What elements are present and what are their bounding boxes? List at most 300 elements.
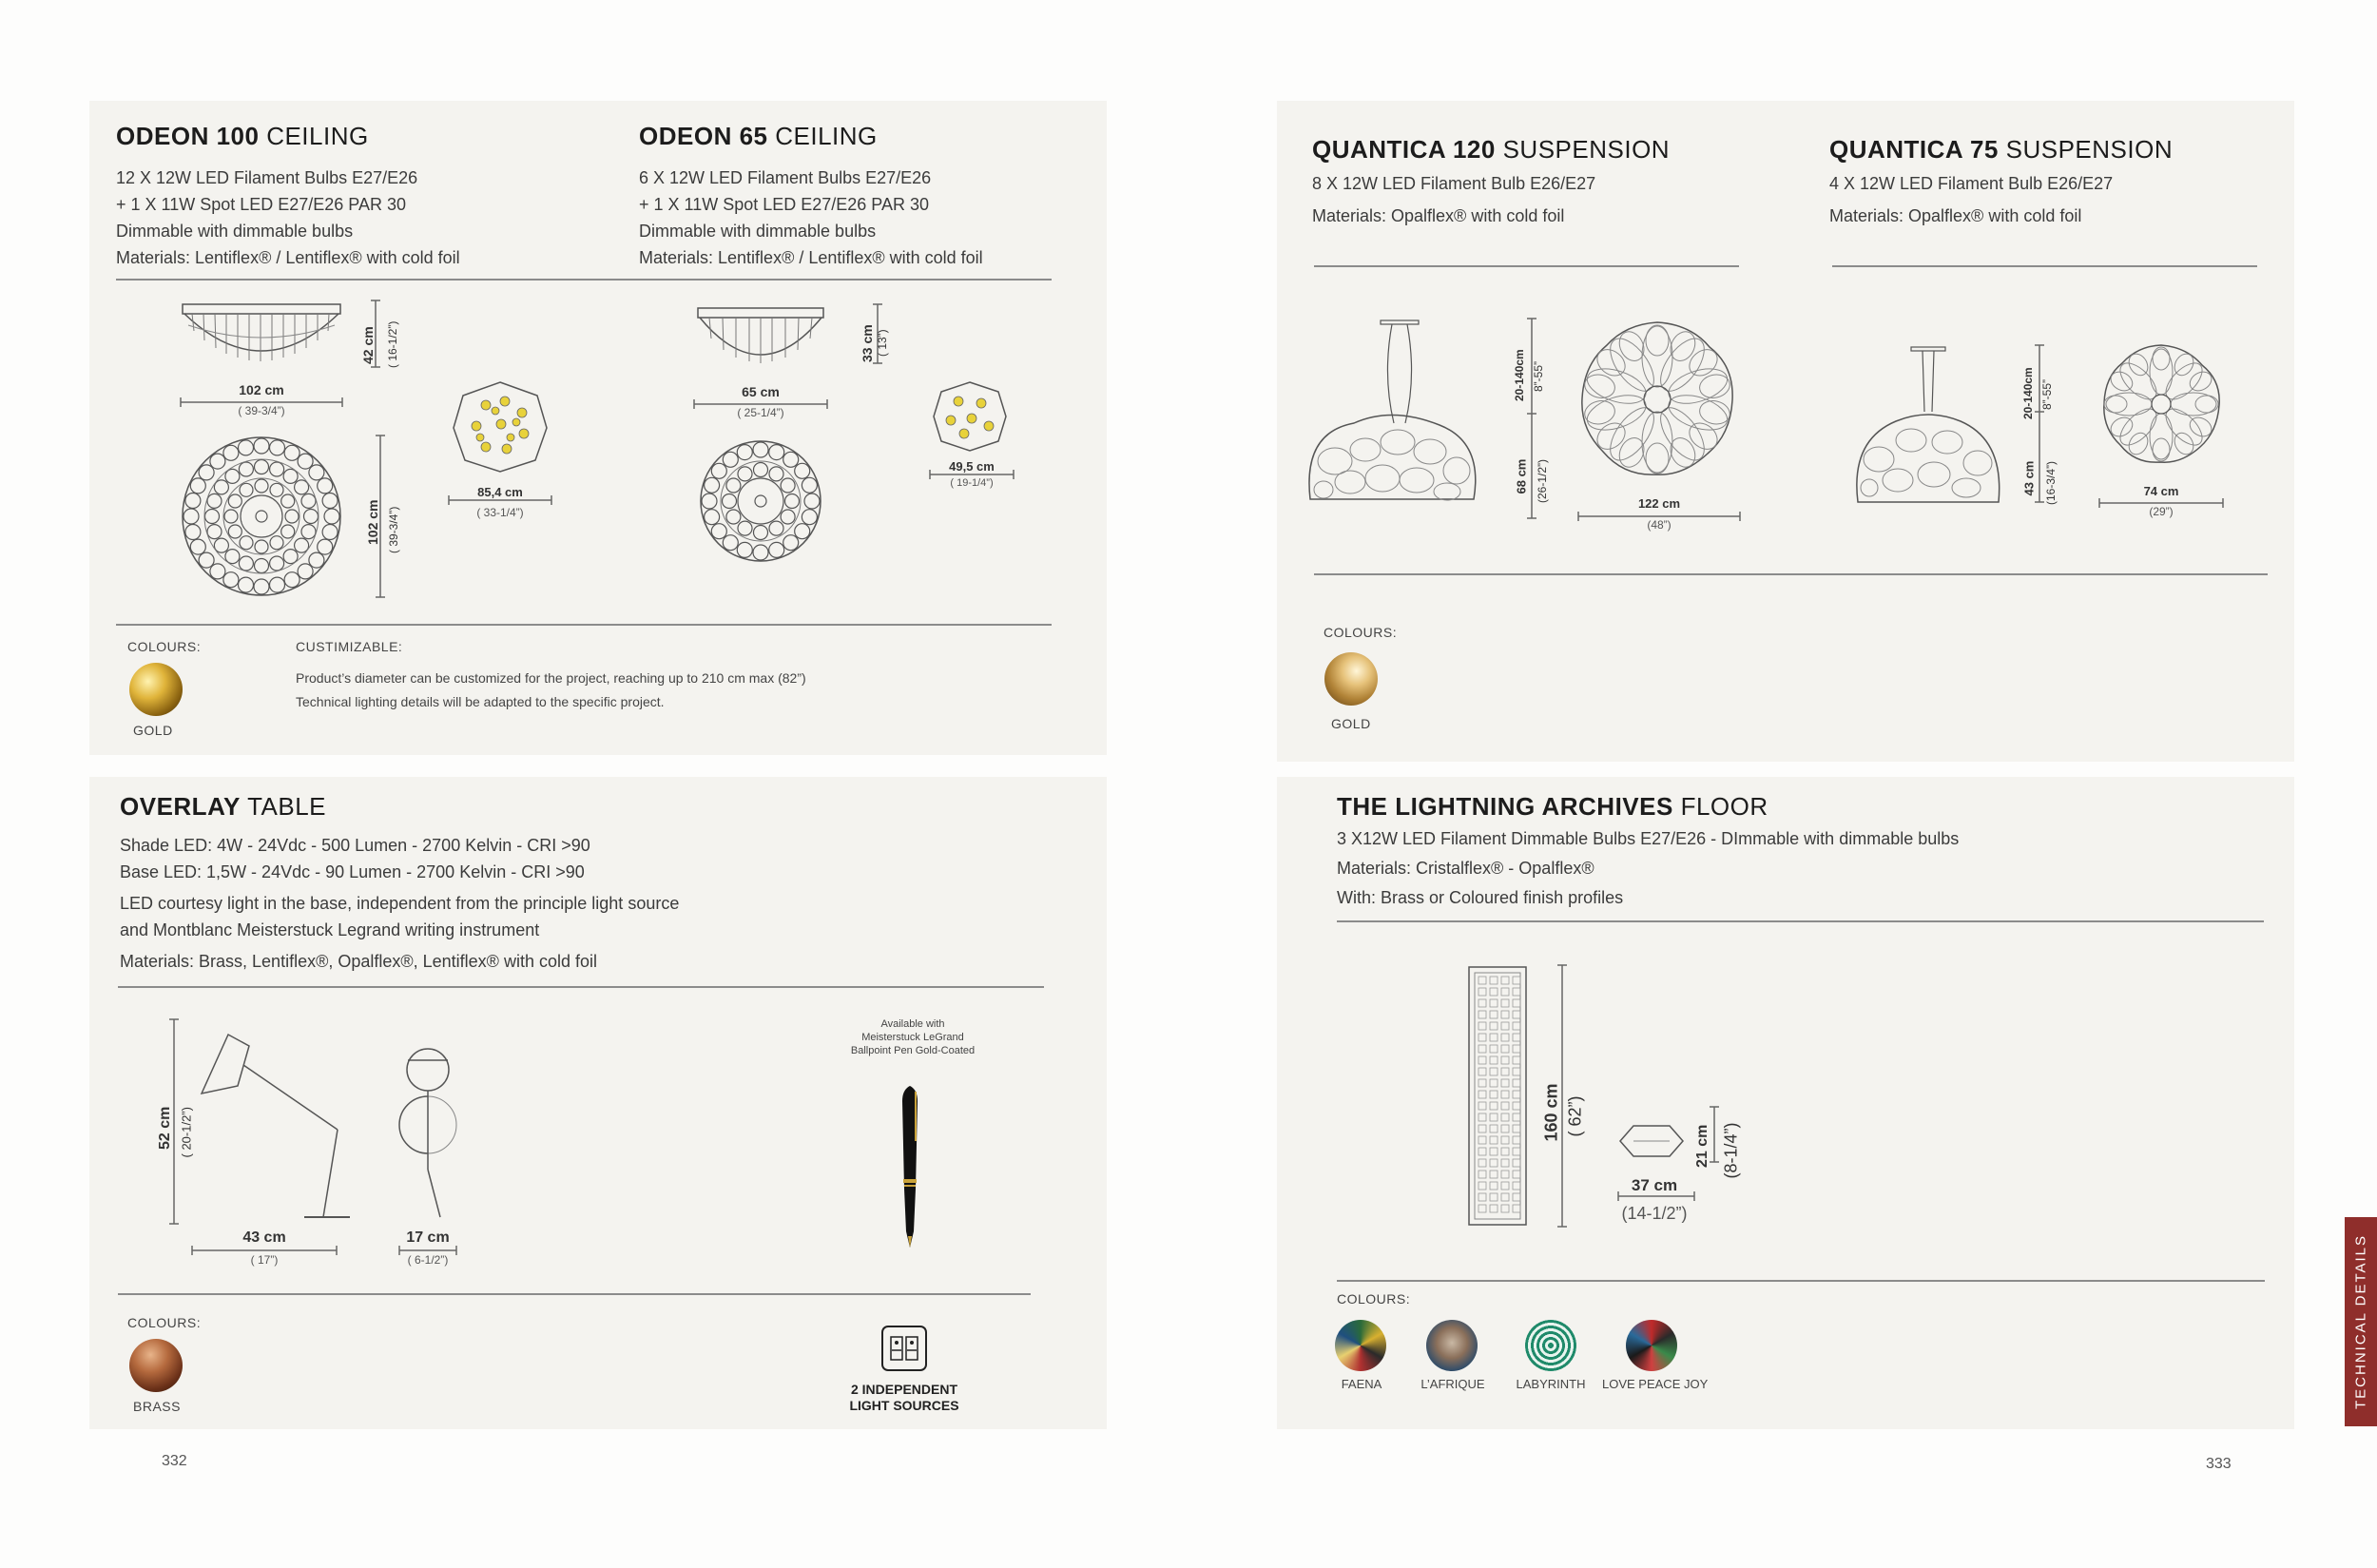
odeon-divider-top xyxy=(116,279,1052,281)
odeon100-dim-diam-in: ( 39-3/4”) xyxy=(387,506,400,553)
disc-element xyxy=(783,535,799,551)
disc-element xyxy=(239,462,253,476)
pattern-cell xyxy=(1501,1034,1509,1041)
pattern-cell xyxy=(1490,1193,1498,1201)
quantica75-spec-line: 4 X 12W LED Filament Bulb E26/E27 xyxy=(1829,174,2114,193)
odeon65-dim-width-in: ( 25-1/4”) xyxy=(737,406,784,419)
quantica-colours-label: COLOURS: xyxy=(1324,625,1398,640)
quantica-colour-name: GOLD xyxy=(1331,716,1371,731)
pattern-cell xyxy=(1490,1091,1498,1098)
petal-element xyxy=(1646,325,1669,356)
pattern-cell xyxy=(1490,1022,1498,1030)
disc-element xyxy=(281,494,295,508)
archives-dim-width: 37 cm xyxy=(1631,1176,1678,1194)
disc-element xyxy=(185,494,201,509)
archives-title xyxy=(1337,792,1768,822)
odeon65-specs xyxy=(639,165,983,271)
disc-element xyxy=(769,521,783,535)
odeon65-dim-height-in: ( 13”) xyxy=(876,329,889,357)
technical-details-tab[interactable] xyxy=(2345,1217,2377,1426)
overlay-divider-bottom xyxy=(118,1293,1031,1295)
disc-element xyxy=(295,480,309,494)
disc-element xyxy=(255,559,269,573)
petal-element xyxy=(2195,396,2218,413)
archives-title-rest: FLOOR xyxy=(1680,792,1768,821)
pattern-cell xyxy=(1513,1034,1520,1041)
archives-dim-small-in: (8-1/4”) xyxy=(1721,1122,1741,1179)
overlay-spec-line: LED courtesy light in the base, independent from the principle light source xyxy=(120,894,680,913)
odeon100-dim-plate: 85,4 cm xyxy=(477,485,523,499)
petal-element xyxy=(2115,403,2163,452)
disc-element xyxy=(298,454,313,469)
pattern-cell xyxy=(1490,999,1498,1007)
quantica120-dim-cable: 20-140cm xyxy=(1513,349,1526,401)
pattern-cell xyxy=(1501,1068,1509,1075)
pattern-cell xyxy=(1501,1113,1509,1121)
pattern-cell xyxy=(1478,1125,1486,1132)
disc-element xyxy=(224,510,238,523)
disc-element xyxy=(304,510,319,524)
pattern-cell xyxy=(1513,1182,1520,1190)
overlay-materials: Materials: Brass, Lentiflex®, Opalflex®, Lentiflex® with cold foil xyxy=(120,952,597,971)
quantica120-divider xyxy=(1314,265,1739,267)
quantica120-spec-line: 8 X 12W LED Filament Bulb E26/E27 xyxy=(1312,174,1596,193)
disc-element xyxy=(210,564,225,579)
petal-element xyxy=(1602,400,1663,468)
odeon65-spec-line: 6 X 12W LED Filament Bulbs E27/E26 xyxy=(639,168,932,187)
quantica75-dim-height: 43 cm xyxy=(2021,460,2037,496)
pattern-cell xyxy=(1513,1125,1520,1132)
pattern-cell xyxy=(1478,999,1486,1007)
odeon100-dim-height-in: ( 16-1/2”) xyxy=(386,320,399,368)
pattern-cell xyxy=(1513,1045,1520,1053)
disc-element xyxy=(298,564,313,579)
disc-element xyxy=(254,579,269,594)
pattern-cell xyxy=(1478,1068,1486,1075)
pattern-cell xyxy=(1478,1159,1486,1167)
odeon100-title xyxy=(116,122,369,151)
swatch-faena-label: FAENA xyxy=(1341,1377,1382,1391)
disc-element xyxy=(309,465,324,480)
light-sources-line: 2 INDEPENDENT xyxy=(850,1382,958,1397)
disc-element xyxy=(270,577,285,592)
pattern-cell xyxy=(1478,1136,1486,1144)
overlay-divider-top xyxy=(118,986,1044,988)
pattern-cell xyxy=(1478,1022,1486,1030)
odeon65-dim-plate: 49,5 cm xyxy=(949,459,995,474)
odeon100-spec-line: Materials: Lentiflex® / Lentiflex® with cold foil xyxy=(116,248,460,267)
archives-dim-small: 21 cm xyxy=(1694,1124,1710,1168)
disc-element xyxy=(223,445,239,460)
disc-element xyxy=(802,510,817,525)
pattern-cell xyxy=(1501,977,1509,984)
odeon100-spec-line: + 1 X 11W Spot LED E27/E26 PAR 30 xyxy=(116,195,407,214)
petal-element xyxy=(2153,438,2170,461)
petal-element xyxy=(1646,443,1669,474)
odeon65-title-bold: ODEON 65 xyxy=(639,122,768,150)
page-number-right: 333 xyxy=(2206,1456,2232,1472)
odeon-custom-line1: Product’s diameter can be customized for the project, reaching up to 210 cm max (82”) xyxy=(296,670,806,686)
disc-element xyxy=(255,460,269,474)
archives-spec-line: 3 X12W LED Filament Dimmable Bulbs E27/E26 - DImmable with dimmable bulbs xyxy=(1337,829,1960,848)
pattern-cell xyxy=(1513,988,1520,996)
disc-element xyxy=(781,478,795,493)
quantica75-dim-height-in: (16-3/4”) xyxy=(2044,460,2058,505)
odeon-custom-line2: Technical lighting details will be adapted to the specific project. xyxy=(296,694,665,709)
pattern-cell xyxy=(1513,1091,1520,1098)
disc-element xyxy=(281,525,295,538)
archives-base-drawing xyxy=(1618,1122,1685,1160)
pattern-cell xyxy=(1490,1079,1498,1087)
pattern-cell xyxy=(1513,1159,1520,1167)
disc-element xyxy=(225,469,240,483)
disc-element xyxy=(723,494,737,509)
pattern-cell xyxy=(1490,1045,1498,1053)
pattern-cell xyxy=(1490,1056,1498,1064)
quantica75-title-bold: QUANTICA 75 xyxy=(1829,135,1999,164)
overlay-spec-line: Shade LED: 4W - 24Vdc - 500 Lumen - 2700 Kelvin - CRI >90 xyxy=(120,836,590,855)
quantica120-dim-width: 122 cm xyxy=(1637,496,1681,511)
odeon65-spec-line: + 1 X 11W Spot LED E27/E26 PAR 30 xyxy=(639,195,930,214)
pattern-cell xyxy=(1513,999,1520,1007)
odeon100-dim-diam: 102 cm xyxy=(365,499,380,545)
disc-element xyxy=(737,445,752,460)
overlay-pen-note xyxy=(837,1017,989,1057)
disc-element xyxy=(255,479,268,493)
odeon100-dim-width: 102 cm xyxy=(239,382,284,397)
overlay-specs1 xyxy=(120,832,590,885)
disc-element xyxy=(270,462,284,476)
disc-element xyxy=(738,521,752,535)
pattern-cell xyxy=(1478,1056,1486,1064)
disc-element xyxy=(284,572,300,588)
disc-element xyxy=(190,539,205,554)
light-sources-line: LIGHT SOURCES xyxy=(849,1398,959,1413)
pattern-cell xyxy=(1501,1125,1509,1132)
light-sources-icon xyxy=(880,1325,928,1372)
archives-colours-label: COLOURS: xyxy=(1337,1291,1411,1307)
disc-element xyxy=(295,538,309,552)
pattern-cell xyxy=(1501,1171,1509,1178)
light-sources-label xyxy=(828,1382,980,1414)
pattern-cell xyxy=(1478,988,1486,996)
pattern-cell xyxy=(1478,1079,1486,1087)
disc-element xyxy=(705,510,720,525)
disc-element xyxy=(711,463,726,478)
overlay-pen-note-line: Ballpoint Pen Gold-Coated xyxy=(850,1045,976,1056)
odeon100-title-bold: ODEON 100 xyxy=(116,122,260,150)
odeon65-dim-plate-in: ( 19-1/4”) xyxy=(950,477,994,489)
overlay-brass-swatch[interactable] xyxy=(129,1339,183,1392)
disc-element xyxy=(270,483,283,496)
pattern-cell xyxy=(1501,999,1509,1007)
quantica120-title xyxy=(1312,135,1670,165)
pattern-cell xyxy=(1478,1034,1486,1041)
quantica75-specs xyxy=(1829,167,2113,232)
overlay-dim-width: 43 cm xyxy=(242,1229,286,1246)
overlay-dim-width-in: ( 17”) xyxy=(250,1253,279,1267)
overlay-dim-height: 52 cm xyxy=(157,1106,173,1150)
disc-element xyxy=(802,477,817,493)
pattern-cell xyxy=(1501,1102,1509,1110)
quantica75-top-drawing xyxy=(2099,342,2223,466)
pattern-cell xyxy=(1490,1159,1498,1167)
odeon-divider-bottom xyxy=(116,624,1052,626)
disc-element xyxy=(723,535,738,551)
quantica75-dim-width: 74 cm xyxy=(2143,484,2179,498)
odeon100-spec-line: 12 X 12W LED Filament Bulbs E27/E26 xyxy=(116,168,418,187)
pattern-cell xyxy=(1478,977,1486,984)
disc-element xyxy=(207,494,222,508)
pattern-cell xyxy=(1501,1136,1509,1144)
pattern-cell xyxy=(1490,1125,1498,1132)
pattern-cell xyxy=(1513,1113,1520,1121)
disc-element xyxy=(283,469,298,483)
pattern-cell xyxy=(1490,988,1498,996)
pattern-cell xyxy=(1501,1056,1509,1064)
swatch-faena[interactable] xyxy=(1335,1320,1386,1371)
disc-element xyxy=(318,539,333,554)
quantica75-title-rest: SUSPENSION xyxy=(2005,135,2174,164)
overlay-pen-note-line: Meisterstuck LeGrand xyxy=(861,1032,964,1043)
disc-element xyxy=(723,452,738,467)
swatch-lafrique[interactable] xyxy=(1426,1320,1478,1371)
disc-element xyxy=(769,542,784,557)
pattern-cell xyxy=(1478,1011,1486,1018)
odeon65-plate-drawing xyxy=(932,380,1008,453)
disc-element xyxy=(726,510,741,524)
pattern-cell xyxy=(1490,1171,1498,1178)
pattern-cell xyxy=(1501,1045,1509,1053)
disc-element xyxy=(726,478,741,493)
pattern-cell xyxy=(1501,1159,1509,1167)
technical-details-tab-label: TECHNICAL DETAILS xyxy=(2352,1233,2369,1410)
pattern-cell xyxy=(1513,1171,1520,1178)
disc-element xyxy=(254,438,269,454)
odeon100-dim-height: 42 cm xyxy=(360,326,376,364)
overlay-dim-depth: 17 cm xyxy=(406,1229,450,1246)
pattern-cell xyxy=(1490,1034,1498,1041)
quantica120-dim-width-in: (48”) xyxy=(1647,518,1672,532)
archives-dim-height-in: ( 62”) xyxy=(1565,1095,1585,1137)
pattern-cell xyxy=(1513,1205,1520,1212)
overlay-dim-height-in: ( 20-1/2”) xyxy=(179,1107,194,1158)
disc-element xyxy=(240,483,253,496)
overlay-title-rest: TABLE xyxy=(247,792,326,821)
disc-element xyxy=(228,494,242,508)
pattern-cell xyxy=(1478,1171,1486,1178)
disc-element xyxy=(301,494,316,508)
pattern-cell xyxy=(1490,1148,1498,1155)
disc-element xyxy=(795,463,810,478)
overlay-title-bold: OVERLAY xyxy=(120,792,241,821)
pattern-cell xyxy=(1490,1182,1498,1190)
disc-element xyxy=(205,510,220,524)
odeon100-spec-line: Dimmable with dimmable bulbs xyxy=(116,222,354,241)
disc-element xyxy=(239,440,254,455)
pattern-cell xyxy=(1501,1182,1509,1190)
archives-divider-top xyxy=(1337,920,2264,922)
pattern-cell xyxy=(1490,1102,1498,1110)
disc-element xyxy=(318,478,333,494)
disc-element xyxy=(184,509,199,524)
pattern-cell xyxy=(1478,1182,1486,1190)
pattern-cell xyxy=(1501,988,1509,996)
pattern-cell xyxy=(1513,1193,1520,1201)
odeon65-dim-height: 33 cm xyxy=(860,324,875,362)
pattern-cell xyxy=(1478,1045,1486,1053)
odeon100-specs xyxy=(116,165,460,271)
overlay-title xyxy=(120,792,326,822)
overlay-specs2 xyxy=(120,890,679,943)
odeon65-top-drawing xyxy=(699,439,822,563)
archives-specs xyxy=(1337,824,1959,913)
petal-element xyxy=(2153,347,2170,370)
archives-dim-height: 160 cm xyxy=(1541,1083,1561,1142)
disc-element xyxy=(769,467,783,481)
pattern-cell xyxy=(1501,1011,1509,1018)
quantica120-dim-height-in: (26-1/2”) xyxy=(1536,458,1549,503)
swatch-love-peace-joy[interactable] xyxy=(1626,1320,1677,1371)
archives-spec-line: With: Brass or Coloured finish profiles xyxy=(1337,888,1624,907)
disc-element xyxy=(754,526,768,540)
swatch-love-peace-joy-label: LOVE PEACE JOY xyxy=(1602,1377,1709,1391)
disc-element xyxy=(285,510,299,523)
disc-element xyxy=(270,556,284,571)
odeon65-dim-width: 65 cm xyxy=(742,384,780,399)
pattern-cell xyxy=(1513,1022,1520,1030)
disc-element xyxy=(702,494,717,509)
quantica120-specs xyxy=(1312,167,1595,232)
disc-element xyxy=(738,467,752,481)
quantica120-side-drawing xyxy=(1306,319,1478,518)
quantica120-spec-line: Materials: Opalflex® with cold foil xyxy=(1312,206,1565,225)
pattern-cell xyxy=(1490,1068,1498,1075)
quantica120-dim-height: 68 cm xyxy=(1514,458,1529,494)
odeon65-title-rest: CEILING xyxy=(775,122,878,150)
disc-element xyxy=(324,509,339,524)
disc-element xyxy=(322,525,338,540)
disc-element xyxy=(185,525,201,540)
pattern-cell xyxy=(1490,1205,1498,1212)
petal-element xyxy=(2160,403,2209,452)
quantica-gold-swatch[interactable] xyxy=(1324,652,1378,706)
odeon100-top-drawing xyxy=(181,436,342,597)
overlay-colour-name: BRASS xyxy=(133,1399,181,1414)
swatch-lafrique-label: L’AFRIQUE xyxy=(1420,1377,1485,1391)
quantica-divider-bottom xyxy=(1314,573,2268,575)
archives-divider-bottom xyxy=(1337,1280,2265,1282)
disc-element xyxy=(228,525,242,538)
overlay-side-drawing xyxy=(190,1027,352,1222)
disc-element xyxy=(754,463,768,477)
disc-element xyxy=(239,577,254,592)
disc-element xyxy=(270,536,283,550)
disc-element xyxy=(309,552,324,568)
odeon65-spec-line: Materials: Lentiflex® / Lentiflex® with cold foil xyxy=(639,248,983,267)
quantica75-divider xyxy=(1832,265,2257,267)
pen-image xyxy=(899,1084,921,1250)
pattern-cell xyxy=(1513,1079,1520,1087)
pattern-cell xyxy=(1501,1091,1509,1098)
quantica120-title-rest: SUSPENSION xyxy=(1502,135,1671,164)
disc-element xyxy=(199,552,214,568)
odeon100-plate-drawing xyxy=(452,380,549,474)
disc-element xyxy=(737,542,752,557)
petal-element xyxy=(1684,344,1722,381)
pattern-cell xyxy=(1478,1091,1486,1098)
disc-element xyxy=(239,556,253,571)
pattern-cell xyxy=(1513,1102,1520,1110)
quantica120-title-bold: QUANTICA 120 xyxy=(1312,135,1496,164)
disc-element xyxy=(284,445,300,460)
disc-element xyxy=(322,494,338,509)
disc-element xyxy=(270,440,285,455)
odeon-colours-label: COLOURS: xyxy=(127,639,202,654)
disc-element xyxy=(705,477,720,493)
odeon65-spec-line: Dimmable with dimmable bulbs xyxy=(639,222,877,241)
disc-element xyxy=(301,525,316,539)
page-number-left: 332 xyxy=(162,1453,187,1469)
pattern-cell xyxy=(1490,1136,1498,1144)
pattern-cell xyxy=(1478,1193,1486,1201)
pattern-cell xyxy=(1513,1011,1520,1018)
odeon-custom-label: CUSTIMIZABLE: xyxy=(296,639,403,654)
quantica75-spec-line: Materials: Opalflex® with cold foil xyxy=(1829,206,2082,225)
odeon100-title-rest: CEILING xyxy=(266,122,369,150)
pattern-cell xyxy=(1490,1011,1498,1018)
disc-element xyxy=(753,545,768,560)
odeon-gold-swatch[interactable] xyxy=(129,663,183,716)
quantica75-dim-cable: 20-140cm xyxy=(2021,367,2035,419)
disc-element xyxy=(214,538,228,552)
pattern-cell xyxy=(1490,977,1498,984)
odeon65-side-drawing xyxy=(694,306,827,371)
disc-element xyxy=(785,494,800,509)
quantica75-dim-width-in: (29”) xyxy=(2149,505,2174,518)
archives-spec-line: Materials: Cristalflex® - Opalflex® xyxy=(1337,859,1594,878)
disc-element xyxy=(769,445,784,460)
pattern-cell xyxy=(1501,1148,1509,1155)
swatch-labyrinth-label: LABYRINTH xyxy=(1516,1377,1586,1391)
pattern-cell xyxy=(1501,1205,1509,1212)
overlay-spec-line: Base LED: 1,5W - 24Vdc - 90 Lumen - 2700 Kelvin - CRI >90 xyxy=(120,862,585,881)
disc-element xyxy=(190,478,205,494)
pattern-cell xyxy=(1501,1079,1509,1087)
pattern-cell xyxy=(1513,977,1520,984)
disc-element xyxy=(207,525,222,539)
pattern-cell xyxy=(1490,1113,1498,1121)
petal-element xyxy=(1684,417,1722,455)
quantica75-side-drawing xyxy=(1852,345,2004,512)
disc-element xyxy=(210,454,225,469)
disc-element xyxy=(223,572,239,588)
overlay-dim-depth-in: ( 6-1/2”) xyxy=(407,1253,449,1267)
odeon100-dim-width-in: ( 39-3/4”) xyxy=(238,404,285,417)
quantica75-title xyxy=(1829,135,2173,165)
disc-element xyxy=(240,536,253,550)
disc-element xyxy=(783,452,799,467)
pattern-cell xyxy=(1513,1136,1520,1144)
pattern-cell xyxy=(1478,1148,1486,1155)
swatch-labyrinth[interactable] xyxy=(1525,1320,1576,1371)
petal-element xyxy=(1593,417,1631,455)
archives-title-bold: THE LIGHTNING ARCHIVES xyxy=(1337,792,1673,821)
disc-element xyxy=(214,480,228,494)
quantica120-top-drawing xyxy=(1576,319,1738,480)
disc-element xyxy=(255,540,268,553)
disc-element xyxy=(804,494,820,509)
